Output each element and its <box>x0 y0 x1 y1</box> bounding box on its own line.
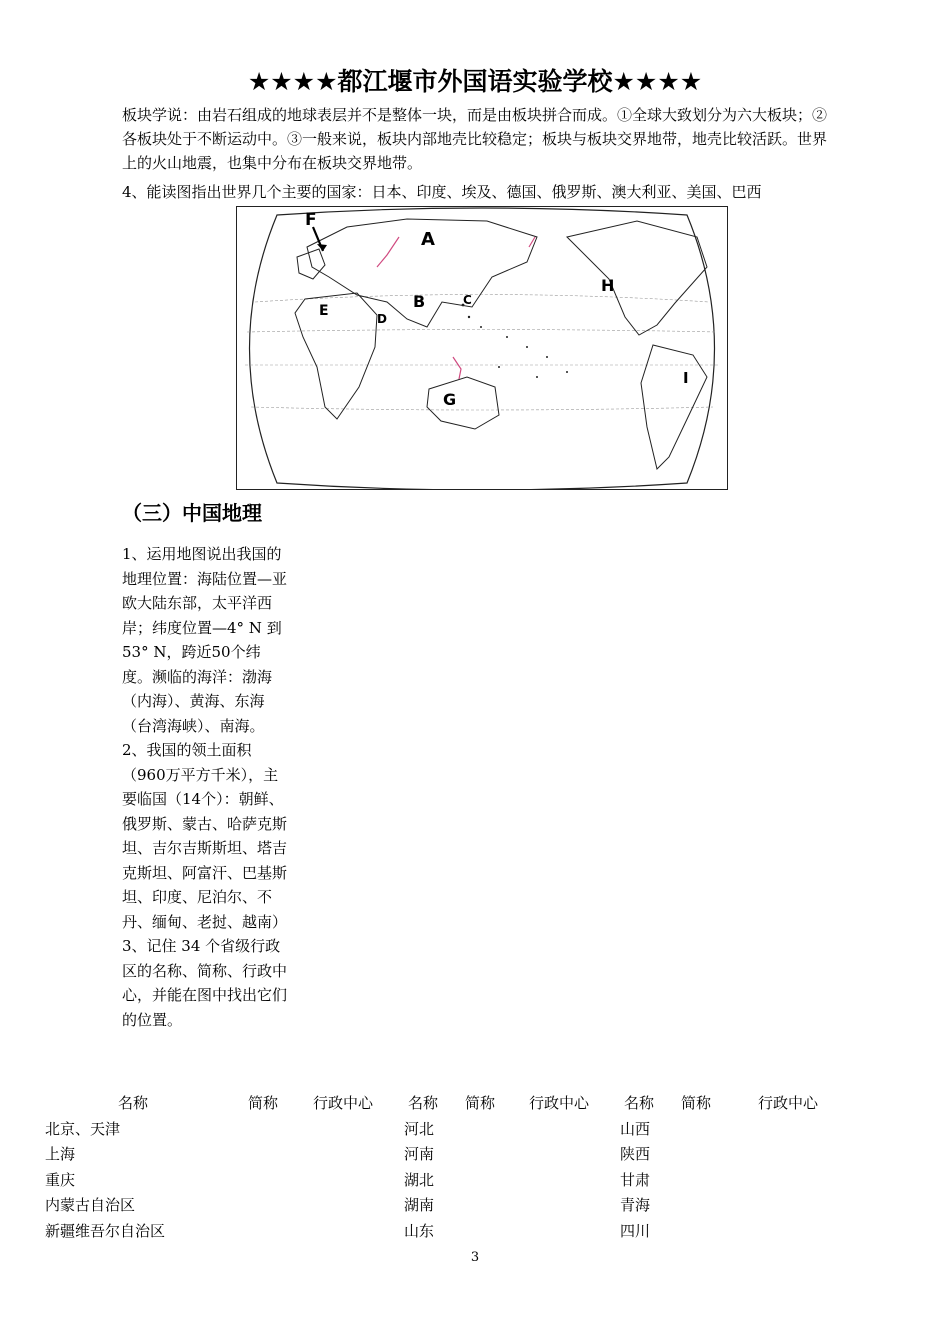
header-capital-1: 行政中心 <box>313 1094 374 1112</box>
header-name-2: 名称 <box>408 1094 439 1112</box>
province-cell: 重庆 <box>45 1171 76 1189</box>
province-cell: 湖北 <box>404 1171 435 1189</box>
map-label-b: B <box>413 292 426 311</box>
china-point-1: 1、运用地图说出我国的地理位置：海陆位置—亚欧大陆东部，太平洋西岸；纬度位置—4° N 到 53° N，跨近50个纬度。濒临的海洋：渤海（内海）、黄海、东海（台湾海峡）、南海。 <box>122 545 288 735</box>
china-point-2: 2、我国的领土面积（960万平方千米），主要临国（14个）：朝鲜、俄罗斯、蒙古、哈萨克斯坦、吉尔吉斯斯坦、塔吉克斯坦、阿富汗、巴基斯坦、印度、尼泊尔、不丹、缅甸、老挝、越南） <box>122 741 288 931</box>
china-point-3: 3、记住 34 个省级行政区的名称、简称、行政中心，并能在图中找出它们的位置。 <box>122 937 288 1029</box>
header-abbr-2: 简称 <box>465 1094 496 1112</box>
province-cell: 山西 <box>620 1120 651 1138</box>
province-cell: 上海 <box>45 1145 76 1163</box>
province-cell: 甘肃 <box>620 1171 651 1189</box>
header-capital-2: 行政中心 <box>529 1094 590 1112</box>
province-cell: 四川 <box>620 1222 651 1240</box>
map-label-a: A <box>421 229 435 250</box>
header-abbr-1: 简称 <box>248 1094 279 1112</box>
province-cell: 河南 <box>404 1145 435 1163</box>
plate-theory-paragraph: 板块学说：由岩石组成的地球表层并不是整体一块，而是由板块拼合而成。①全球大致划分为六大板块；②各板块处于不断运动中。③一般来说，板块内部地壳比较稳定；板块与板块交界地带，地壳比较活跃。世界上的火山地震，也集中分布在板块交界地带。 <box>122 106 828 172</box>
map-label-e: E <box>319 303 329 319</box>
map-label-f: F <box>305 210 317 230</box>
map-label-i: I <box>683 369 689 387</box>
map-label-c: C <box>463 293 472 307</box>
china-points <box>122 542 290 1032</box>
page-number: 3 <box>470 1250 480 1265</box>
map-label-d: D <box>377 312 387 326</box>
header-name-3: 名称 <box>624 1094 655 1112</box>
map-label-h: H <box>601 276 615 295</box>
province-cell: 青海 <box>620 1196 651 1214</box>
map-label-g: G <box>443 390 457 409</box>
world-map <box>236 206 728 490</box>
header-name-1: 名称 <box>118 1094 149 1112</box>
countries-paragraph: 4、能读图指出世界几个主要的国家：日本、印度、埃及、德国、俄罗斯、澳大利亚、美国、巴西 <box>122 183 762 201</box>
school-header: ★★★★都江堰市外国语实验学校★★★★ <box>247 67 703 96</box>
header-abbr-3: 简称 <box>681 1094 712 1112</box>
province-cell: 河北 <box>404 1120 435 1138</box>
province-cell: 北京、天津 <box>45 1120 121 1138</box>
province-cell: 新疆维吾尔自治区 <box>45 1222 166 1240</box>
province-cell: 陕西 <box>620 1145 651 1163</box>
header-capital-3: 行政中心 <box>758 1094 819 1112</box>
province-cell: 山东 <box>404 1222 435 1240</box>
province-cell: 湖南 <box>404 1196 435 1214</box>
section-title: （三）中国地理 <box>122 501 262 525</box>
world-map-drawing <box>237 207 727 489</box>
province-cell: 内蒙古自治区 <box>45 1196 136 1214</box>
